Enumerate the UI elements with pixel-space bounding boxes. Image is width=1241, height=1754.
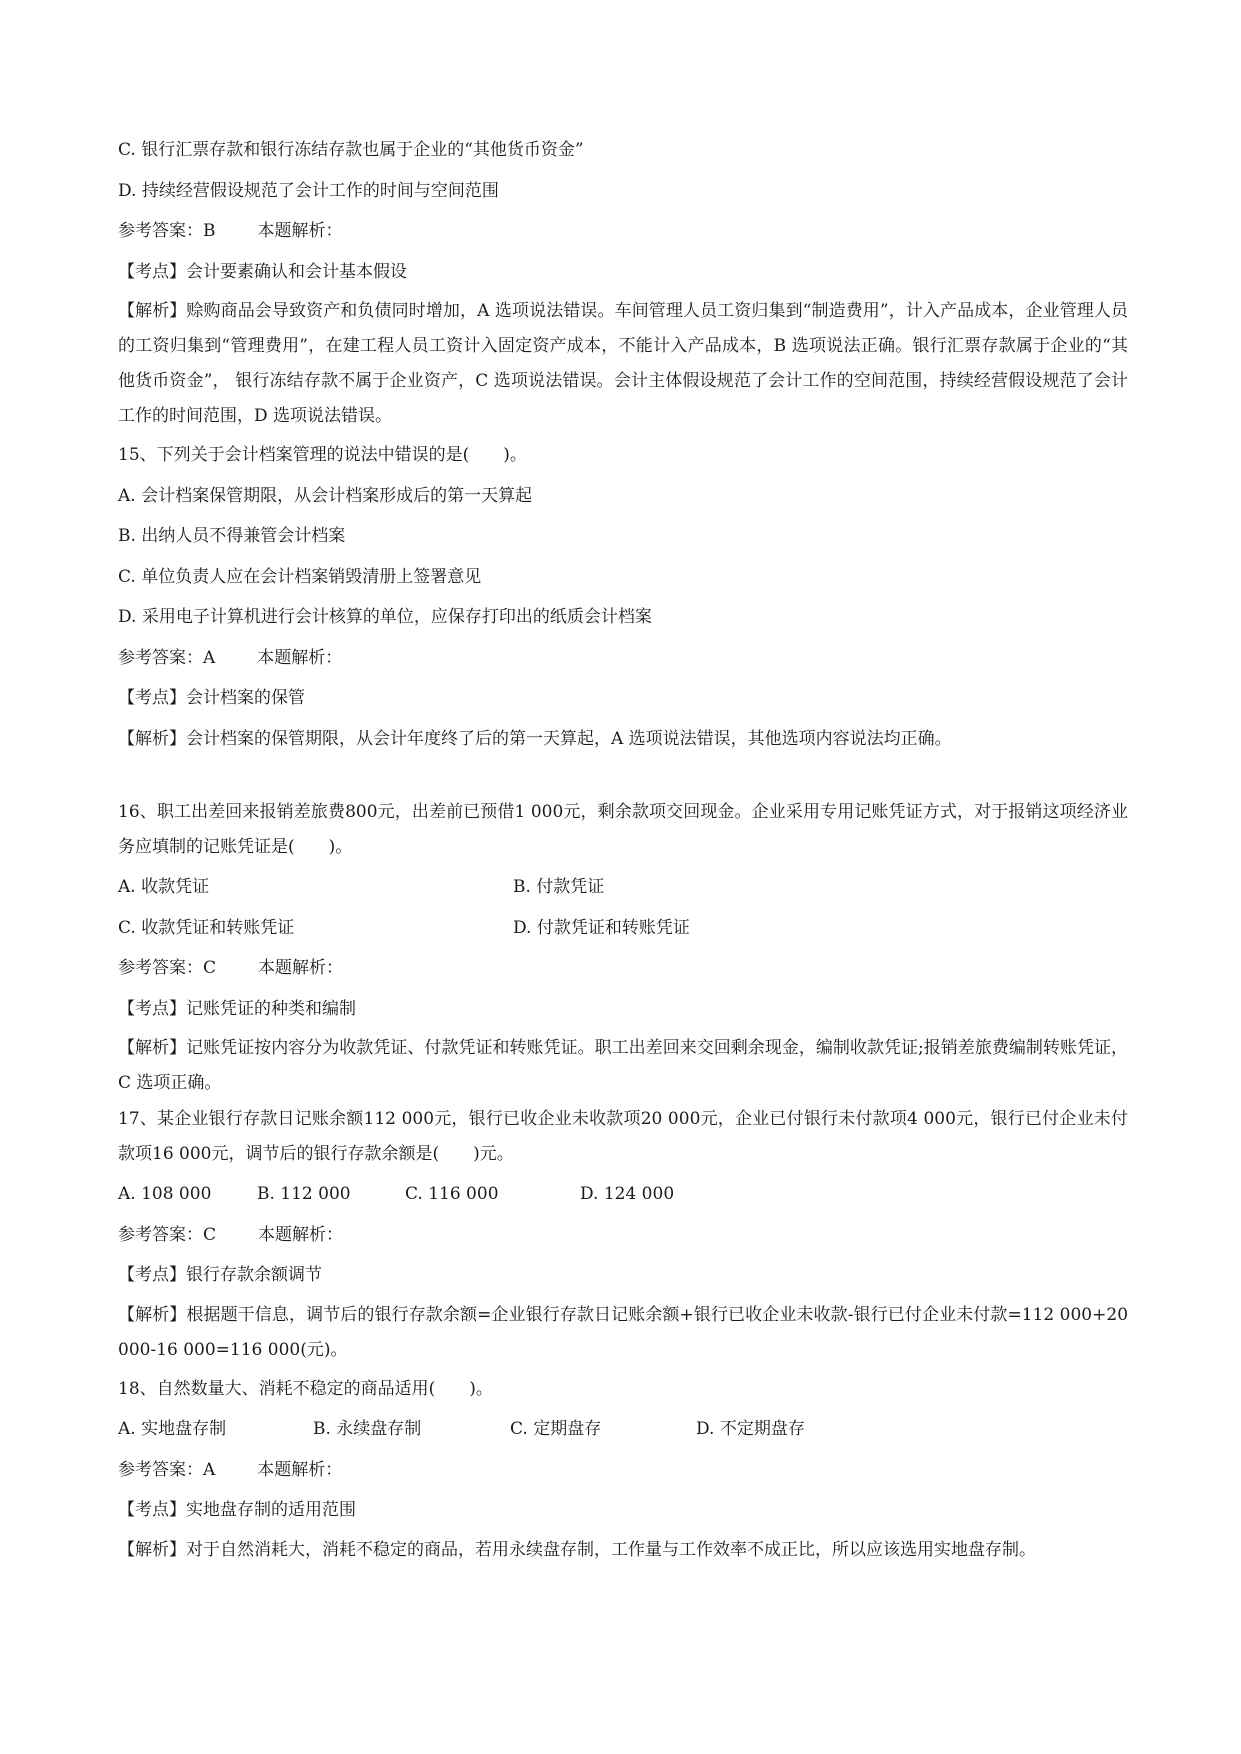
q15-option-c: C. 单位负责人应在会计档案销毁清册上签署意见 — [118, 566, 482, 587]
q16-explanation-block — [118, 1031, 1128, 1101]
q18-option-d: D. 不定期盘存 — [696, 1419, 805, 1439]
q16-point-line — [118, 989, 1128, 1030]
q14-answer: 参考答案：B — [118, 221, 216, 241]
q16-point: 记账凭证的种类和编制 — [186, 998, 356, 1019]
q15-explanation-tag: 【解析】 — [118, 728, 186, 749]
q18-stem: 18、自然数量大、消耗不稳定的商品适用( )。 — [118, 1378, 493, 1399]
q14-explanation: 赊购商品会导致资产和负债同时增加，A 选项说法错误。车间管理人员工资归集到“制造费用”，计入产品成本，企业管理人员的工资归集到“管理费用”，在建工程人员工资计入固定资产成本，不能计入产品成本，B 选项说法正确。银行汇票存款属于企业的“其他货币资金”， 银行冻结存款不属于企业资产，C 选项说法错误。会计主体假设规范了会计工作的空间范围，持续经营假设规范了会计工作的时间范围，D 选项说法错误。 — [118, 301, 1129, 426]
q16-analysis-label: 本题解析： — [258, 958, 344, 978]
q18-explanation: 对于自然消耗大，消耗不稳定的商品，若用永续盘存制，工作量与工作效率不成正比，所以应该选用实地盘存制。 — [186, 1539, 1036, 1560]
q15-analysis-label: 本题解析： — [257, 647, 343, 668]
q18-point-tag: 【考点】 — [118, 1500, 186, 1520]
q16-option-b: B. 付款凭证 — [513, 877, 605, 897]
q16-explanation: 记账凭证按内容分为收款凭证、付款凭证和转账凭证。职工出差回来交回剩余现金，编制收款凭证;报销差旅费编制转账凭证，C 选项正确。 — [118, 1038, 1128, 1093]
q18-explanation-block — [118, 1533, 1128, 1568]
q15-explanation-line — [118, 719, 1128, 760]
q16-option-d: D. 付款凭证和转账凭证 — [513, 917, 690, 938]
q18-answer-line — [118, 1450, 1128, 1491]
q17-point: 银行存款余额调节 — [186, 1265, 322, 1285]
q17-option-a: A. 108 000 — [118, 1184, 212, 1204]
q17-point-tag: 【考点】 — [118, 1265, 186, 1285]
q18-option-a: A. 实地盘存制 — [118, 1419, 227, 1439]
q16-options-row-2 — [118, 908, 1128, 949]
q15-point-line — [118, 678, 1128, 719]
q17-analysis-label: 本题解析： — [258, 1224, 344, 1245]
q16-answer: 参考答案：C — [118, 958, 217, 978]
q15-option-d: D. 采用电子计算机进行会计核算的单位，应保存打印出的纸质会计档案 — [118, 607, 652, 627]
q17-option-c: C. 116 000 — [405, 1184, 499, 1204]
q16-point-tag: 【考点】 — [118, 998, 186, 1019]
q18-answer: 参考答案：A — [118, 1459, 216, 1480]
q15-answer: 参考答案：A — [118, 647, 216, 668]
q14-answer-line — [118, 211, 1128, 252]
q16-option-c: C. 收款凭证和转账凭证 — [118, 917, 295, 938]
q17-stem: 17、某企业银行存款日记账余额112 000元，银行已收企业未收款项20 000元，企业已付银行未付款项4 000元，银行已付企业未付款项16 000元，调节后的银行存款余额是( )元。 — [118, 1109, 1128, 1164]
q18-analysis-label: 本题解析： — [257, 1459, 343, 1480]
q16-answer-line — [118, 948, 1128, 989]
q17-answer: 参考答案：C — [118, 1224, 217, 1245]
q15-explanation: 会计档案的保管期限，从会计年度终了后的第一天算起，A 选项说法错误，其他选项内容说法均正确。 — [186, 728, 952, 749]
q16-options-row-1 — [118, 867, 1128, 908]
q17-options-row — [118, 1174, 1128, 1215]
q14-option-d: D. 持续经营假设规范了会计工作的时间与空间范围 — [118, 180, 499, 201]
document-page — [118, 130, 1128, 1569]
q16-option-a: A. 收款凭证 — [118, 877, 210, 897]
q17-explanation: 根据题干信息，调节后的银行存款余额=企业银行存款日记账余额+银行已收企业未收款-银行已付企业未付款=112 000+20 000-16 000=116 000(元)。 — [118, 1304, 1129, 1360]
q18-point-line — [118, 1490, 1128, 1531]
q14-point-line — [118, 252, 1128, 293]
q18-explanation-tag: 【解析】 — [118, 1539, 186, 1560]
q15-option-a: A. 会计档案保管期限，从会计档案形成后的第一天算起 — [118, 485, 533, 506]
q14-explanation-block — [118, 294, 1128, 434]
q15-answer-line — [118, 638, 1128, 679]
q17-explanation-tag: 【解析】 — [118, 1304, 187, 1325]
q14-explanation-tag: 【解析】 — [118, 301, 187, 321]
q18-option-c: C. 定期盘存 — [510, 1419, 602, 1439]
q17-answer-line — [118, 1215, 1128, 1256]
q16-stem: 16、职工出差回来报销差旅费800元，出差前已预借1 000元，剩余款项交回现金。企业采用专用记账凭证方式，对于报销这项经济业务应填制的记账凭证是( )。 — [118, 802, 1128, 857]
q14-option-c: C. 银行汇票存款和银行冻结存款也属于企业的“其他货币资金” — [118, 140, 584, 160]
spacer — [118, 759, 1128, 795]
q16-explanation-tag: 【解析】 — [118, 1038, 187, 1058]
q14-analysis-label: 本题解析： — [257, 221, 343, 241]
q18-option-b: B. 永续盘存制 — [313, 1419, 422, 1439]
q18-point: 实地盘存制的适用范围 — [186, 1500, 356, 1520]
q14-point-tag: 【考点】 — [118, 261, 186, 282]
q15-option-b: B. 出纳人员不得兼管会计档案 — [118, 526, 346, 546]
q17-option-d: D. 124 000 — [580, 1184, 675, 1204]
q15-stem: 15、下列关于会计档案管理的说法中错误的是( )。 — [118, 445, 527, 465]
q14-point: 会计要素确认和会计基本假设 — [186, 261, 407, 282]
q17-option-b: B. 112 000 — [257, 1184, 351, 1204]
q17-explanation-block — [118, 1298, 1128, 1368]
q17-point-line — [118, 1255, 1128, 1296]
q18-options-row — [118, 1409, 1128, 1450]
q15-point: 会计档案的保管 — [186, 688, 305, 708]
q15-point-tag: 【考点】 — [118, 688, 186, 708]
